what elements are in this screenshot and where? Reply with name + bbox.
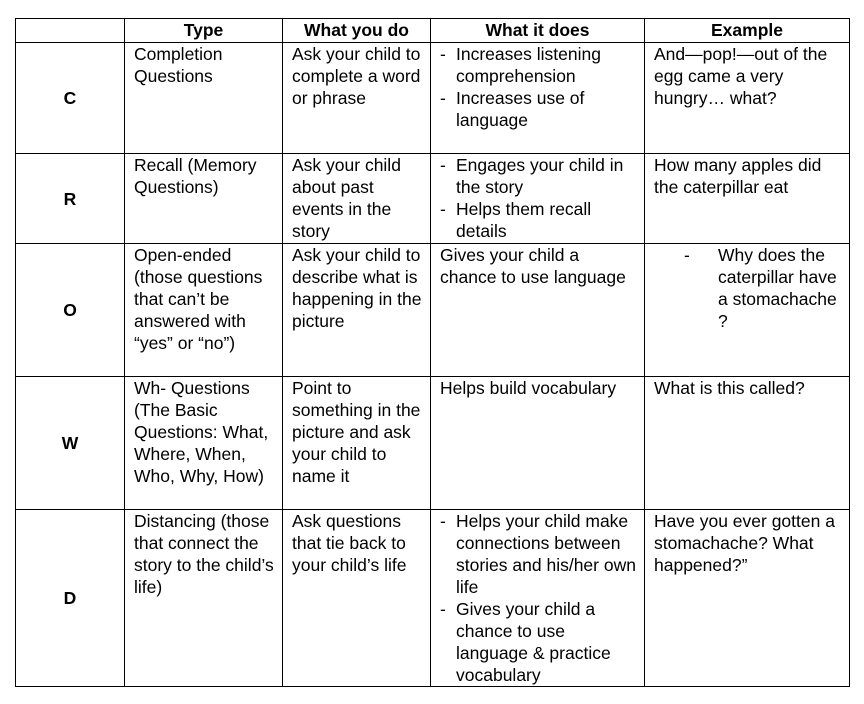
example-cell: Have you ever gotten a stomachache? What happened?” [645, 510, 850, 687]
type-cell: Wh- Questions (The Basic Questions: What, Where, When, Who, Why, How) [125, 377, 283, 510]
what-it-does-cell [431, 43, 645, 154]
list-item: - Helps your child make connections between stories and his/her own life [440, 510, 638, 598]
what-you-do-cell: Ask your child about past events in the story [283, 154, 431, 244]
what-it-does-cell [431, 510, 645, 687]
what-you-do-cell: Ask your child to complete a word or phrase [283, 43, 431, 154]
list-item: - Gives your child a chance to use language & practice vocabulary [440, 598, 638, 686]
crowd-strategy-table [15, 18, 850, 687]
table-row [16, 244, 850, 377]
list-item: - Increases listening comprehension [440, 43, 638, 87]
row-letter: C [16, 43, 125, 154]
list-item: - Engages your child in the story [440, 154, 638, 198]
header-letter [16, 19, 125, 43]
what-you-do-cell: Ask questions that tie back to your child’s life [283, 510, 431, 687]
list-item: - Increases use of language [440, 87, 638, 131]
table-row [16, 154, 850, 244]
example-cell: And—pop!—out of the egg came a very hungry… what? [645, 43, 850, 154]
row-letter: O [16, 244, 125, 377]
what-it-does-list [440, 510, 638, 686]
what-it-does-cell: Helps build vocabulary [431, 377, 645, 510]
what-you-do-cell: Ask your child to describe what is happening in the picture [283, 244, 431, 377]
type-cell: Completion Questions [125, 43, 283, 154]
list-item: - Why does the caterpillar have a stomachache ? [654, 244, 843, 332]
header-type: Type [125, 19, 283, 43]
example-cell: How many apples did the caterpillar eat [645, 154, 850, 244]
header-what-you-do: What you do [283, 19, 431, 43]
row-letter: W [16, 377, 125, 510]
example-cell [645, 244, 850, 377]
type-cell: Recall (Memory Questions) [125, 154, 283, 244]
list-item: - Helps them recall details [440, 198, 638, 242]
what-it-does-cell [431, 154, 645, 244]
type-cell: Open-ended (those questions that can’t be answered with “yes” or “no”) [125, 244, 283, 377]
table-row [16, 377, 850, 510]
row-letter: R [16, 154, 125, 244]
table-row [16, 510, 850, 687]
what-it-does-cell: Gives your child a chance to use language [431, 244, 645, 377]
header-example: Example [645, 19, 850, 43]
header-what-it-does: What it does [431, 19, 645, 43]
table-row [16, 43, 850, 154]
what-it-does-list [440, 43, 638, 131]
example-cell: What is this called? [645, 377, 850, 510]
what-you-do-cell: Point to something in the picture and ask your child to name it [283, 377, 431, 510]
type-cell: Distancing (those that connect the story to the child’s life) [125, 510, 283, 687]
header-row [16, 19, 850, 43]
example-list [654, 244, 843, 332]
what-it-does-list [440, 154, 638, 242]
row-letter: D [16, 510, 125, 687]
